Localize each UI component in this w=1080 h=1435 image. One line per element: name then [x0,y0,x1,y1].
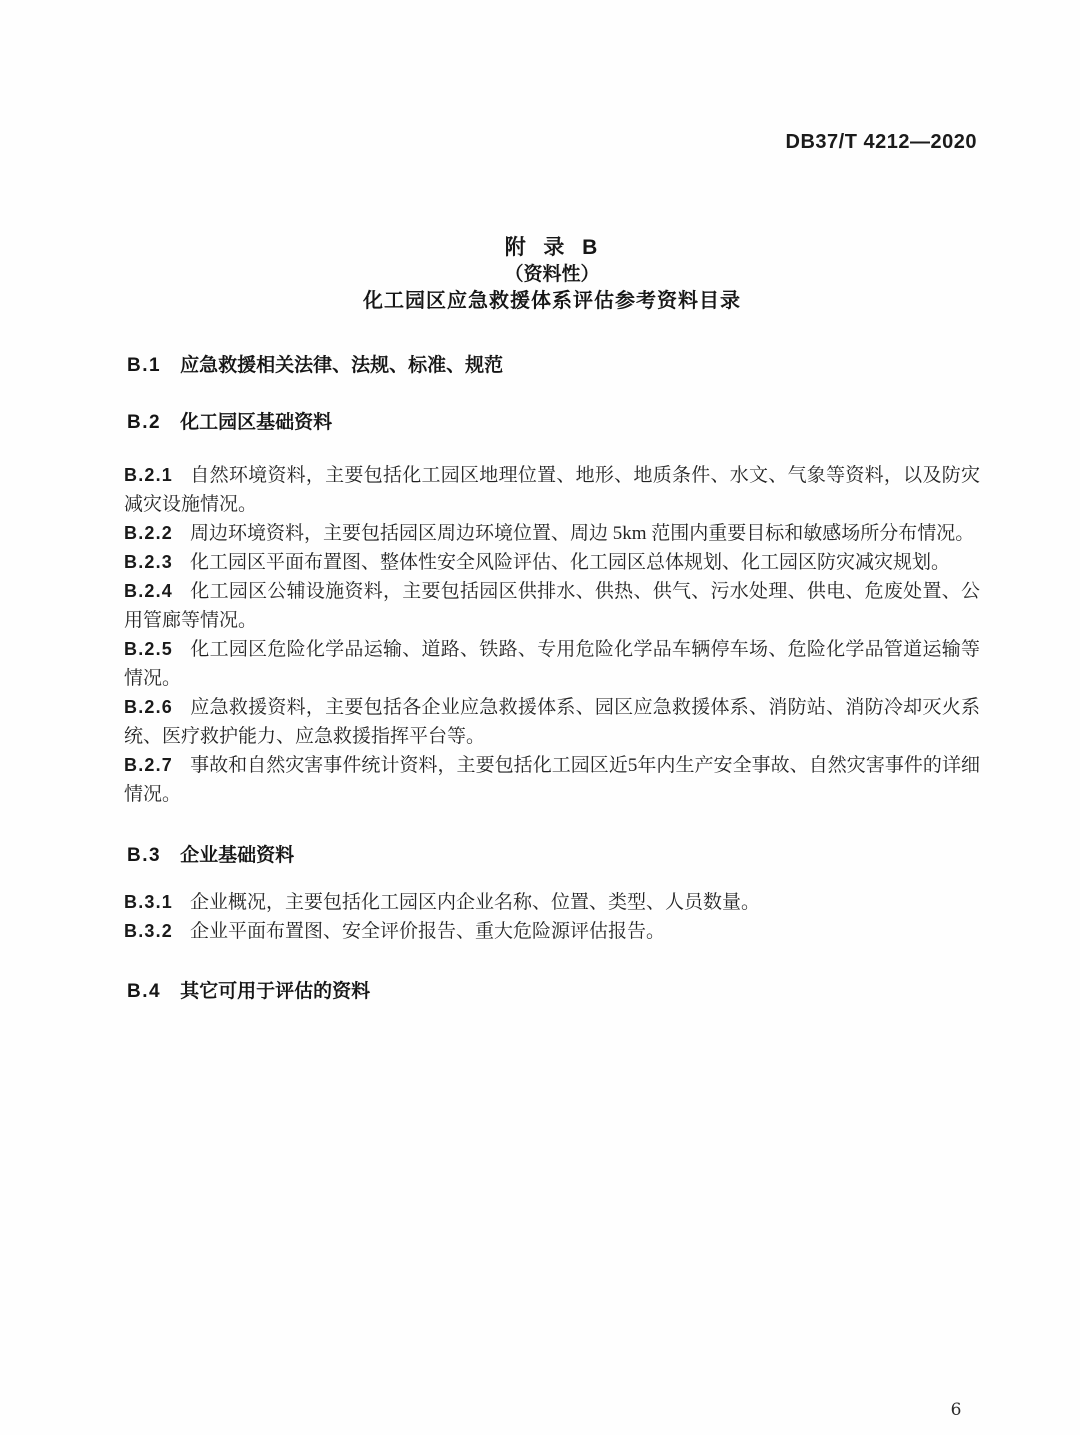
clause-text: 化工园区平面布置图、整体性安全风险评估、化工园区总体规划、化工园区防灾减灾规划。 [190,552,951,573]
clause-number: B.3.1 [124,892,174,912]
doc-code-header: DB37/T 4212—2020 [785,131,977,153]
paragraph-b31 [124,888,980,917]
clause-heading-text: 应急救援相关法律、法规、标准、规范 [180,355,504,376]
appendix-title-block [124,234,980,315]
clause-number: B.2 [127,412,162,433]
section-b3-paragraphs [124,888,980,946]
section-heading-b2 [127,407,980,434]
paragraph-b25 [124,635,980,693]
clause-number: B.2.7 [124,755,174,775]
paragraph-b27 [124,751,980,809]
clause-text: 应急救援资料，主要包括各企业应急救援体系、园区应急救援体系、消防站、消防冷却灭火系统、医疗救护能力、应急救援指挥平台等。 [124,697,980,747]
paragraph-b22 [124,519,980,548]
clause-number: B.2.6 [124,697,174,717]
paragraph-b24 [124,577,980,635]
clause-text: 周边环境资料，主要包括园区周边环境位置、周边 5km 范围内重要目标和敏感场所分布情况。 [190,523,975,544]
clause-number: B.1 [127,355,162,376]
section-b2-paragraphs [124,461,980,809]
section-heading-b1 [127,350,980,377]
appendix-title-line2: （资料性） [504,264,600,285]
clause-number: B.4 [127,981,162,1002]
clause-text: 化工园区危险化学品运输、道路、铁路、专用危险化学品车辆停车场、危险化学品管道运输等情况。 [124,639,980,689]
section-heading-b3 [127,840,980,867]
page-number: 6 [950,1400,962,1420]
paragraph-b26 [124,693,980,751]
clause-text: 事故和自然灾害事件统计资料，主要包括化工园区近5年内生产安全事故、自然灾害事件的详细情况。 [124,755,980,805]
clause-text: 自然环境资料，主要包括化工园区地理位置、地形、地质条件、水文、气象等资料，以及防灾减灾设施情况。 [124,465,980,515]
clause-number: B.2.4 [124,581,174,601]
clause-number: B.3 [127,845,162,866]
paragraph-b23 [124,548,980,577]
clause-number: B.2.5 [124,639,174,659]
section-heading-b4 [127,976,980,1003]
appendix-title-line1: 附 录 B [504,236,600,259]
paragraph-b32 [124,917,980,946]
clause-number: B.2.1 [124,465,174,485]
clause-heading-text: 化工园区基础资料 [180,412,333,433]
clause-number: B.3.2 [124,921,174,941]
clause-text: 化工园区公辅设施资料，主要包括园区供排水、供热、供气、污水处理、供电、危废处置、公用管廊等情况。 [124,581,980,631]
clause-heading-text: 其它可用于评估的资料 [180,981,371,1002]
clause-text: 企业概况，主要包括化工园区内企业名称、位置、类型、人员数量。 [190,892,761,913]
clause-heading-text: 企业基础资料 [180,845,295,866]
paragraph-b21 [124,461,980,519]
clause-number: B.2.3 [124,552,174,572]
clause-text: 企业平面布置图、安全评价报告、重大危险源评估报告。 [190,921,666,942]
clause-number: B.2.2 [124,523,174,543]
appendix-title-line3: 化工园区应急救援体系评估参考资料目录 [363,290,741,312]
